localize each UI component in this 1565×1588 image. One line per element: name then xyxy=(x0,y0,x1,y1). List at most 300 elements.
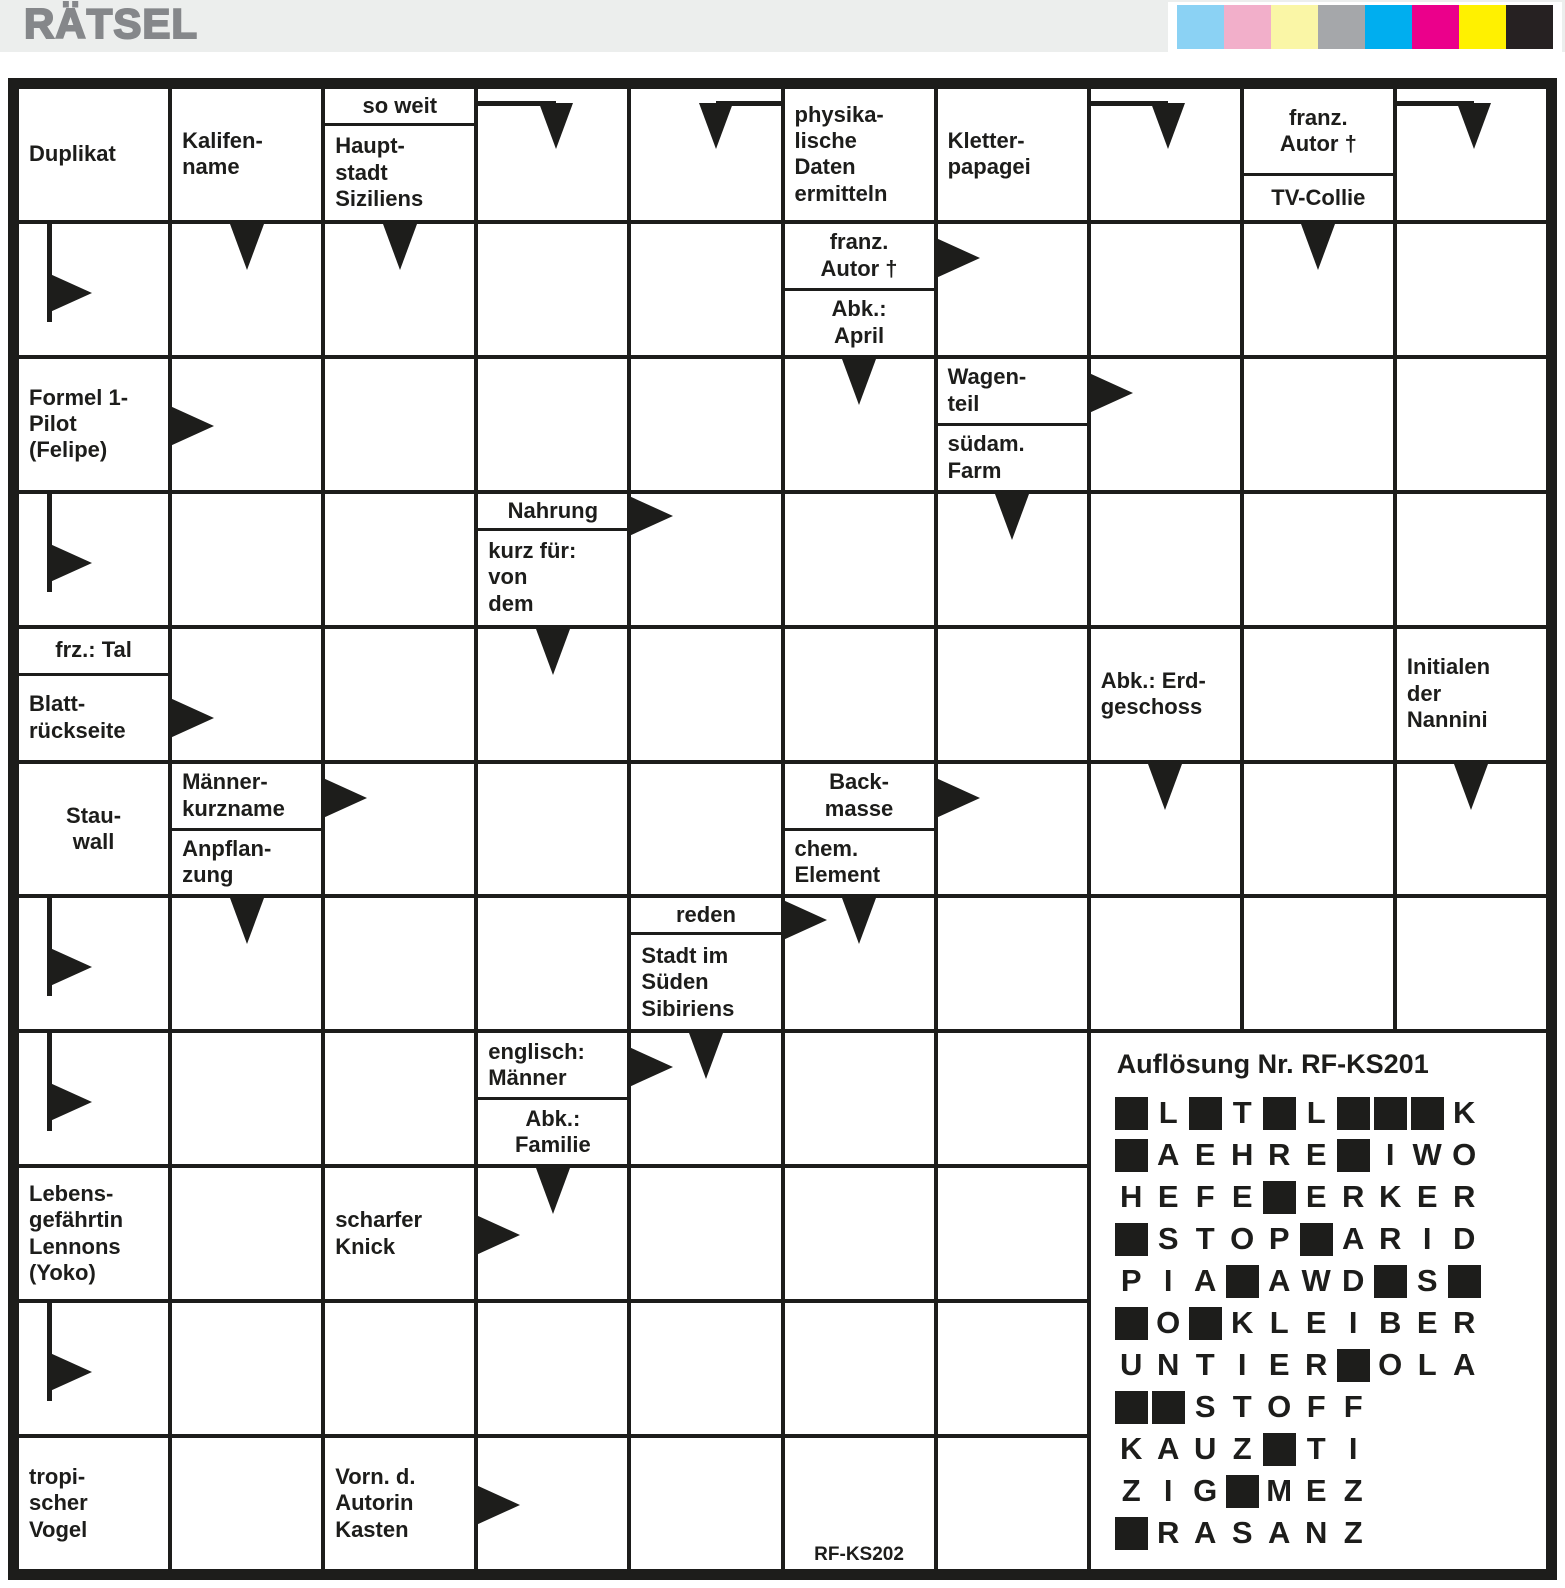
clue-line: Daten xyxy=(794,154,856,180)
solution-black-square xyxy=(1261,1176,1298,1218)
answer-cell[interactable] xyxy=(783,1301,936,1436)
clue-line: (Yoko) xyxy=(29,1260,96,1286)
answer-cell[interactable] xyxy=(1395,87,1548,222)
solution-letter: R xyxy=(1267,1137,1291,1173)
solution-letter: E xyxy=(1157,1179,1179,1215)
solution-letter: S xyxy=(1231,1515,1253,1551)
answer-cell[interactable] xyxy=(1242,627,1395,762)
black-square xyxy=(1374,1265,1407,1298)
answer-cell[interactable] xyxy=(1395,222,1548,357)
clue-text xyxy=(172,764,321,828)
solution-row xyxy=(1113,1092,1546,1134)
solution-letter: H xyxy=(1230,1137,1254,1173)
solution-letter: N xyxy=(1304,1515,1328,1551)
solution-letter: S xyxy=(1194,1389,1216,1425)
answer-cell[interactable] xyxy=(783,1166,936,1301)
clue-cell xyxy=(17,87,170,222)
clue-line: Haupt- xyxy=(335,133,405,159)
solution-letter: D xyxy=(1341,1263,1365,1299)
black-square xyxy=(1189,1307,1222,1340)
clue-text xyxy=(478,528,627,625)
right-arrow-icon xyxy=(936,778,980,818)
clue-line: Knick xyxy=(335,1233,396,1259)
answer-cell[interactable] xyxy=(629,357,782,492)
solution-row xyxy=(1113,1218,1546,1260)
clue-line: der xyxy=(1406,680,1442,706)
solution-letter: A xyxy=(1193,1515,1217,1551)
clue-text xyxy=(785,224,934,288)
answer-cell[interactable] xyxy=(323,492,476,627)
solution-letter: D xyxy=(1452,1221,1476,1257)
solution-black-square xyxy=(1150,1386,1187,1428)
page-header xyxy=(0,0,1565,52)
solution-black-square xyxy=(1113,1218,1150,1260)
right-arrow-icon xyxy=(170,406,214,446)
clue-line: Autor † xyxy=(1279,130,1357,156)
solution-letter: A xyxy=(1341,1221,1365,1257)
solution-black-square xyxy=(1335,1134,1372,1176)
clue-cell xyxy=(323,87,476,222)
clue-line: südam. xyxy=(947,431,1025,457)
clue-line: zung xyxy=(182,862,234,888)
solution-black-square xyxy=(1224,1470,1261,1512)
clue-line: geschoss xyxy=(1100,694,1203,720)
answer-cell[interactable] xyxy=(783,1031,936,1166)
right-arrow-icon xyxy=(170,698,214,738)
clue-cell xyxy=(17,1436,170,1571)
clue-text xyxy=(19,629,168,673)
solution-letter: E xyxy=(1416,1179,1438,1215)
solution-row xyxy=(1113,1428,1546,1470)
answer-cell[interactable] xyxy=(476,87,629,222)
answer-cell[interactable] xyxy=(323,896,476,1031)
answer-cell[interactable] xyxy=(170,1436,323,1571)
solution-black-square xyxy=(1372,1092,1409,1134)
answer-cell[interactable] xyxy=(170,1301,323,1436)
down-arrow-icon xyxy=(230,898,264,944)
answer-cell[interactable] xyxy=(17,222,170,357)
clue-line: ermitteln xyxy=(794,180,888,206)
clue-text xyxy=(1397,629,1546,760)
puzzle-number-label: RF-KS202 xyxy=(814,1543,904,1565)
solution-letter: T xyxy=(1306,1431,1326,1467)
color-swatch xyxy=(1318,5,1365,49)
black-square xyxy=(1152,1391,1185,1424)
clue-text xyxy=(19,1438,168,1569)
black-square xyxy=(1263,1097,1296,1130)
answer-cell[interactable] xyxy=(1242,357,1395,492)
solution-letter: E xyxy=(1305,1305,1327,1341)
solution-black-square xyxy=(1224,1260,1261,1302)
black-square xyxy=(1337,1349,1370,1382)
solution-letter: E xyxy=(1194,1137,1216,1173)
solution-letter: E xyxy=(1231,1179,1253,1215)
clue-text xyxy=(938,359,1087,423)
solution-row xyxy=(1113,1512,1546,1554)
clue-line: chem. xyxy=(794,836,859,862)
answer-cell[interactable] xyxy=(936,1301,1089,1436)
solution-letter: T xyxy=(1195,1221,1215,1257)
answer-cell[interactable] xyxy=(936,896,1089,1031)
right-arrow-icon xyxy=(476,1215,520,1255)
solution-letter: O xyxy=(1267,1389,1292,1425)
solution-black-square xyxy=(1298,1218,1335,1260)
clue-line: frz.: Tal xyxy=(55,637,132,663)
clue-text xyxy=(325,89,474,123)
clue-line: dem xyxy=(488,590,534,616)
black-square xyxy=(1263,1181,1296,1214)
solution-letter: L xyxy=(1269,1305,1289,1341)
answer-cell[interactable] xyxy=(323,357,476,492)
solution-letter: K xyxy=(1452,1095,1476,1131)
solution-letter: A xyxy=(1193,1263,1217,1299)
clue-line: Abk.: xyxy=(831,296,887,322)
clue-text xyxy=(19,673,168,760)
clue-text xyxy=(325,1438,474,1569)
solution-letter: F xyxy=(1195,1179,1215,1215)
clue-line: Kletter- xyxy=(947,128,1025,154)
solution-letter: A xyxy=(1267,1515,1291,1551)
solution-black-square xyxy=(1113,1134,1150,1176)
answer-cell[interactable] xyxy=(936,492,1089,627)
clue-line: gefährtin xyxy=(29,1207,124,1233)
clue-line: Element xyxy=(794,862,881,888)
solution-letter: R xyxy=(1378,1221,1402,1257)
solution-letter: O xyxy=(1378,1347,1403,1383)
solution-letter: R xyxy=(1341,1179,1365,1215)
down-arrow-icon xyxy=(1454,764,1488,810)
clue-cell xyxy=(783,222,936,357)
solution-letter: I xyxy=(1163,1263,1173,1299)
clue-cell xyxy=(170,87,323,222)
answer-cell[interactable] xyxy=(1242,222,1395,357)
solution-letter: E xyxy=(1305,1137,1327,1173)
solution-row xyxy=(1113,1260,1546,1302)
down-arrow-icon xyxy=(230,224,264,270)
clue-line: April xyxy=(833,322,885,348)
black-square xyxy=(1226,1265,1259,1298)
answer-cell[interactable] xyxy=(783,627,936,762)
clue-line: Lennons xyxy=(29,1233,121,1259)
clue-line: Sibiriens xyxy=(641,995,735,1021)
answer-cell[interactable] xyxy=(1395,762,1548,897)
right-arrow-icon xyxy=(629,496,673,536)
solution-letter: A xyxy=(1156,1431,1180,1467)
solution-letter: W xyxy=(1412,1137,1442,1173)
clue-cell xyxy=(936,357,1089,492)
clue-text xyxy=(325,123,474,220)
clue-text xyxy=(1244,173,1393,220)
answer-cell[interactable] xyxy=(1395,357,1548,492)
solution-letter: K xyxy=(1230,1305,1254,1341)
clue-line: Blatt- xyxy=(29,691,86,717)
black-square xyxy=(1226,1475,1259,1508)
answer-cell[interactable] xyxy=(323,222,476,357)
clue-line: Nannini xyxy=(1406,707,1488,733)
black-square xyxy=(1337,1139,1370,1172)
answer-cell[interactable] xyxy=(629,1166,782,1301)
answer-cell[interactable] xyxy=(476,357,629,492)
clue-line: Vogel xyxy=(29,1516,88,1542)
black-square xyxy=(1411,1097,1444,1130)
answer-cell[interactable] xyxy=(629,87,782,222)
answer-cell[interactable] xyxy=(783,492,936,627)
clue-text xyxy=(478,1097,627,1164)
clue-cell xyxy=(17,1166,170,1301)
answer-cell[interactable] xyxy=(629,1301,782,1436)
clue-cell xyxy=(1395,627,1548,762)
clue-line: Farm xyxy=(947,457,1002,483)
clue-text xyxy=(938,89,1087,220)
answer-cell[interactable] xyxy=(783,357,936,492)
color-swatch xyxy=(1365,5,1412,49)
black-square xyxy=(1115,1097,1148,1130)
solution-letter: I xyxy=(1422,1221,1432,1257)
clue-cell xyxy=(476,1031,629,1166)
answer-cell[interactable] xyxy=(783,1436,936,1571)
clue-line: Formel 1- xyxy=(29,384,129,410)
down-arrow-icon xyxy=(689,1033,723,1079)
answer-cell[interactable] xyxy=(936,1436,1089,1571)
answer-cell[interactable] xyxy=(1395,492,1548,627)
clue-cell xyxy=(783,87,936,222)
answer-cell[interactable] xyxy=(170,492,323,627)
black-square xyxy=(1374,1097,1407,1130)
clue-line: Kalifen- xyxy=(182,128,263,154)
clue-line: franz. xyxy=(829,229,889,255)
solution-black-square xyxy=(1187,1092,1224,1134)
right-arrow-icon xyxy=(50,544,92,582)
answer-cell[interactable] xyxy=(936,627,1089,762)
answer-cell[interactable] xyxy=(1242,492,1395,627)
answer-cell[interactable] xyxy=(17,1301,170,1436)
answer-cell[interactable] xyxy=(476,627,629,762)
solution-black-square xyxy=(1335,1092,1372,1134)
clue-line: so weit xyxy=(362,92,438,118)
solution-row xyxy=(1113,1344,1546,1386)
answer-cell[interactable] xyxy=(170,1166,323,1301)
right-arrow-icon xyxy=(50,948,92,986)
clue-text xyxy=(631,898,780,932)
clue-cell xyxy=(323,1166,476,1301)
clue-text xyxy=(631,932,780,1029)
solution-letter: L xyxy=(1158,1095,1178,1131)
clue-line: kurz für: xyxy=(488,538,577,564)
solution-letter: K xyxy=(1378,1179,1402,1215)
solution-row xyxy=(1113,1176,1546,1218)
black-square xyxy=(1189,1097,1222,1130)
solution-letter: R xyxy=(1304,1347,1328,1383)
solution-row xyxy=(1113,1470,1546,1512)
down-arrow-icon xyxy=(699,103,733,149)
solution-title: Auflösung Nr. RF-KS201 xyxy=(1116,1049,1429,1080)
answer-cell[interactable] xyxy=(1242,762,1395,897)
clue-line: Lebens- xyxy=(29,1180,114,1206)
solution-letter: N xyxy=(1156,1347,1180,1383)
answer-cell[interactable] xyxy=(629,222,782,357)
color-swatch xyxy=(1506,5,1553,49)
solution-letter: U xyxy=(1193,1431,1217,1467)
answer-cell[interactable] xyxy=(476,1301,629,1436)
black-square xyxy=(1337,1097,1370,1130)
down-arrow-icon xyxy=(1457,103,1491,149)
solution-letter: A xyxy=(1452,1347,1476,1383)
answer-cell[interactable] xyxy=(1089,762,1242,897)
solution-letter: S xyxy=(1157,1221,1179,1257)
clue-line: Autorin xyxy=(335,1490,414,1516)
solution-letter: W xyxy=(1301,1263,1331,1299)
answer-cell[interactable] xyxy=(1242,896,1395,1031)
right-arrow-icon xyxy=(50,1353,92,1391)
clue-text xyxy=(785,288,934,355)
solution-black-square xyxy=(1113,1092,1150,1134)
color-swatch xyxy=(1412,5,1459,49)
solution-row xyxy=(1113,1134,1546,1176)
clue-line: TV-Collie xyxy=(1271,184,1366,210)
solution-letter: I xyxy=(1237,1347,1247,1383)
solution-black-square xyxy=(1261,1092,1298,1134)
answer-cell[interactable] xyxy=(1089,87,1242,222)
answer-cell[interactable] xyxy=(17,1031,170,1166)
clue-line: rückseite xyxy=(29,717,126,743)
right-arrow-icon xyxy=(476,1485,520,1525)
answer-cell[interactable] xyxy=(629,627,782,762)
solution-letter: O xyxy=(1230,1221,1255,1257)
solution-black-square xyxy=(1335,1344,1372,1386)
answer-cell[interactable] xyxy=(476,896,629,1031)
answer-cell[interactable] xyxy=(1089,896,1242,1031)
clue-text xyxy=(172,89,321,220)
solution-letter: B xyxy=(1378,1305,1402,1341)
answer-cell[interactable] xyxy=(170,222,323,357)
answer-cell[interactable] xyxy=(323,1031,476,1166)
answer-cell[interactable] xyxy=(17,896,170,1031)
answer-cell[interactable] xyxy=(1089,222,1242,357)
clue-line: Kasten xyxy=(335,1516,409,1542)
black-square xyxy=(1115,1391,1148,1424)
answer-cell[interactable] xyxy=(170,1031,323,1166)
clue-line: Back- xyxy=(829,769,889,795)
clue-line: scharfer xyxy=(335,1207,423,1233)
clue-text xyxy=(172,828,321,895)
clue-line: Pilot xyxy=(29,411,77,437)
clue-line: tropi- xyxy=(29,1463,86,1489)
solution-letter: P xyxy=(1268,1221,1290,1257)
solution-black-square xyxy=(1113,1512,1150,1554)
answer-cell[interactable] xyxy=(476,222,629,357)
solution-letter: A xyxy=(1267,1263,1291,1299)
clue-line: (Felipe) xyxy=(29,437,108,463)
answer-cell[interactable] xyxy=(629,1436,782,1571)
clue-line: Duplikat xyxy=(29,141,116,167)
solution-grid xyxy=(1113,1092,1546,1554)
solution-letter: P xyxy=(1120,1263,1142,1299)
clue-cell xyxy=(17,627,170,762)
solution-letter: Z xyxy=(1232,1431,1252,1467)
answer-cell[interactable] xyxy=(476,762,629,897)
clue-line: Anpflan- xyxy=(182,836,272,862)
clue-line: scher xyxy=(29,1490,88,1516)
clue-line: Männer- xyxy=(182,769,268,795)
answer-cell[interactable] xyxy=(323,627,476,762)
clue-text xyxy=(478,494,627,528)
black-square xyxy=(1115,1223,1148,1256)
clue-text xyxy=(325,1168,474,1299)
clue-line: Wagen- xyxy=(947,364,1027,390)
solution-letter: I xyxy=(1348,1431,1358,1467)
answer-cell[interactable] xyxy=(17,492,170,627)
solution-letter: I xyxy=(1385,1137,1395,1173)
down-arrow-icon xyxy=(539,103,573,149)
clue-line: Nahrung xyxy=(507,497,599,523)
solution-black-square xyxy=(1113,1386,1150,1428)
solution-letter: M xyxy=(1266,1473,1293,1509)
solution-letter: G xyxy=(1193,1473,1218,1509)
right-arrow-icon xyxy=(323,778,367,818)
answer-cell[interactable] xyxy=(170,627,323,762)
clue-line: name xyxy=(182,154,240,180)
answer-cell[interactable] xyxy=(1089,492,1242,627)
down-arrow-icon xyxy=(1148,764,1182,810)
clue-text xyxy=(19,1168,168,1299)
down-arrow-icon xyxy=(536,1168,570,1214)
solution-black-square xyxy=(1409,1092,1446,1134)
color-swatch xyxy=(1271,5,1318,49)
clue-line: franz. xyxy=(1289,104,1348,130)
clue-text xyxy=(19,764,168,895)
clue-line: wall xyxy=(72,828,115,854)
print-color-bar xyxy=(1168,2,1562,52)
black-square xyxy=(1300,1223,1333,1256)
solution-letter: S xyxy=(1416,1263,1438,1299)
clue-cell xyxy=(17,357,170,492)
page-title: RÄTSEL xyxy=(24,0,198,47)
solution-letter: I xyxy=(1163,1473,1173,1509)
solution-letter: F xyxy=(1343,1389,1363,1425)
solution-letter: L xyxy=(1417,1347,1437,1383)
solution-letter: Z xyxy=(1121,1473,1141,1509)
solution-letter: F xyxy=(1306,1389,1326,1425)
clue-text xyxy=(785,89,934,220)
answer-cell[interactable] xyxy=(936,1166,1089,1301)
clue-cell xyxy=(936,87,1089,222)
solution-letter: H xyxy=(1119,1179,1143,1215)
clue-line: papagei xyxy=(947,154,1031,180)
solution-letter: U xyxy=(1119,1347,1143,1383)
answer-cell[interactable] xyxy=(170,896,323,1031)
black-square xyxy=(1263,1433,1296,1466)
answer-cell[interactable] xyxy=(936,1031,1089,1166)
solution-letter: O xyxy=(1156,1305,1181,1341)
crossword-grid xyxy=(8,78,1557,1580)
solution-letter: O xyxy=(1452,1137,1477,1173)
clue-cell xyxy=(170,762,323,897)
clue-line: Stadt im xyxy=(641,942,729,968)
clue-cell xyxy=(629,896,782,1031)
clue-line: Abk.: Erd- xyxy=(1100,667,1206,693)
clue-line: Initialen xyxy=(1406,654,1491,680)
right-arrow-icon xyxy=(1089,373,1133,413)
clue-text xyxy=(785,764,934,828)
answer-cell[interactable] xyxy=(323,1301,476,1436)
answer-cell[interactable] xyxy=(1395,896,1548,1031)
right-arrow-icon xyxy=(936,238,980,278)
clue-line: teil xyxy=(947,390,980,416)
right-arrow-icon xyxy=(50,274,92,312)
clue-line: physika- xyxy=(794,101,884,127)
answer-cell[interactable] xyxy=(629,762,782,897)
clue-line: Familie xyxy=(514,1132,591,1158)
